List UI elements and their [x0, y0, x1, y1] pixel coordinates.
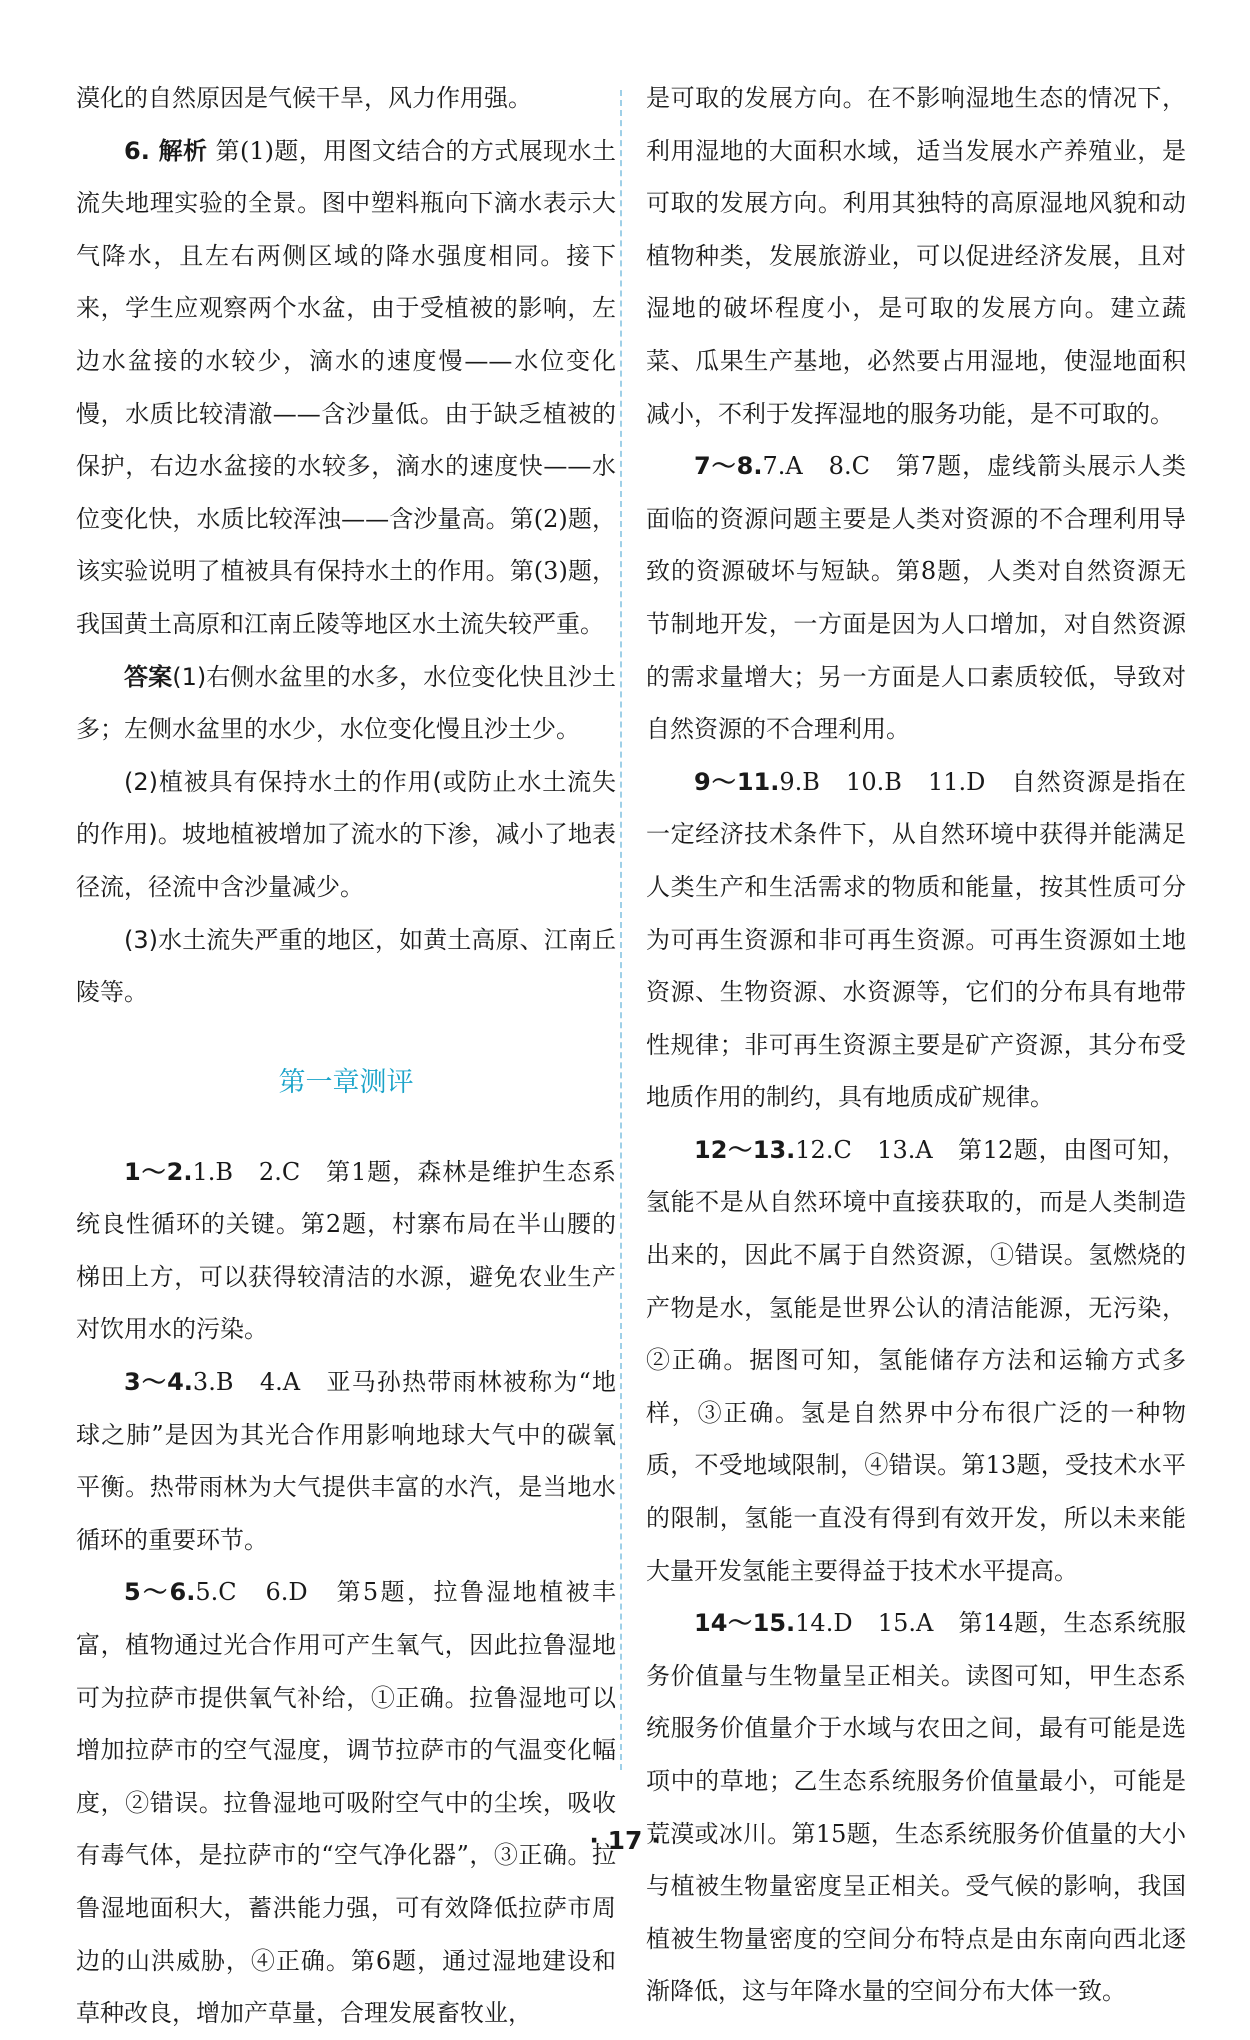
question-range-label: 3～4.: [124, 1368, 193, 1397]
answer-text: 5.C 6.D 第5题，拉鲁湿地植被丰富，植物通过光合作用可产生氧气，因此拉鲁湿地可为拉萨市提供氧气补给，①正确。拉鲁湿地可以增加拉萨市的空气湿度，调节拉萨市的气温变化幅度，②错误。拉鲁湿地可吸附空气中的尘埃，吸收有毒气体，是拉萨市的“空气净化器”，③正确。拉鲁湿地面积大，蓄洪能力强，可有效降低拉萨市周边的山洪威胁，④正确。第6题，通过湿地建设和草种改良，增加产草量，合理发展畜牧业，: [76, 1578, 617, 2028]
left-paragraph-0: 漠化的自然原因是气候干旱，风力作用强。: [76, 84, 532, 112]
analysis-text: 第(1)题，用图文结合的方式展现水土流失地理实验的全景。图中塑料瓶向下滴水表示大气降水，且左右两侧区域的降水强度相同。接下来，学生应观察两个水盆，由于受植被的影响，左边水盆接的水较少，滴水的速度慢——水位变化慢，水质比较清澈——含沙量低。由于缺乏植被的保护，右边水盆接的水较多，滴水的速度快——水位变化快，水质比较浑浊——含沙量高。第(2)题，该实验说明了植被具有保持水土的作用。第(3)题，我国黄土高原和江南丘陵等地区水土流失较严重。: [76, 136, 616, 638]
answer-text-1: (1)右侧水盆里的水多，水位变化快且沙土多；左侧水盆里的水少，水位变化慢且沙土少。: [76, 662, 617, 744]
right-column: [646, 72, 1186, 2018]
section-title: 第一章测评: [278, 1066, 414, 1098]
answer-q6-part3: (3)水土流失严重的地区，如黄土高原、江南丘陵等。: [76, 925, 616, 1007]
answer-text: 12.C 13.A 第12题，由图可知，氢能不是从自然环境中直接获取的，而是人类制造出来的，因此不属于自然资源，①错误。氢燃烧的产物是水，氢能是世界公认的清洁能源，无污染，②正确。据图可知，氢能储存方法和运输方式多样，③正确。氢是自然界中分布很广泛的一种物质，不受地域限制，④错误。第13题，受技术水平的限制，氢能一直没有得到有效开发，所以未来能大量开发氢能主要得益于技术水平提高。: [646, 1135, 1186, 1585]
answer-q6-part2: (2)植被具有保持水土的作用(或防止水土流失的作用)。坡地植被增加了流水的下渗，减小了地表径流，径流中含沙量减少。: [76, 767, 616, 901]
left-column: [76, 72, 616, 2040]
question-range-label: 12～13.: [694, 1135, 796, 1164]
question-range-label: 14～15.: [694, 1609, 796, 1638]
question-range-label: 5～6.: [124, 1578, 196, 1607]
answer-12-13: [646, 1124, 1186, 1597]
answer-text: 9.B 10.B 11.D 自然资源是指在一定经济技术条件下，从自然环境中获得并能满足人类生产和生活需求的物质和能量，按其性质可分为可再生资源和非可再生资源。可再生资源如土地资源、生物资源、水资源等，它们的分布具有地带性规律；非可再生资源主要是矿产资源，其分布受地质作用的制约，具有地质成矿规律。: [646, 767, 1187, 1112]
answer-text: 14.D 15.A 第14题，生态系统服务价值量与生物量呈正相关。读图可知，甲生态系统服务价值量介于水域与农田之间，最有可能是选项中的草地；乙生态系统服务价值量最小，可能是荒漠或冰川。第15题，生态系统服务价值量的大小与植被生物量密度呈正相关。受气候的影响，我国植被生物量密度的空间分布特点是由东南向西北逐渐降低，这与年降水量的空间分布大体一致。: [646, 1609, 1186, 2006]
answer-5-6: [76, 1566, 616, 2039]
analysis-label: 6. 解析: [124, 136, 208, 165]
answer-14-15: [646, 1597, 1186, 2018]
question-range-label: 7～8.: [694, 452, 763, 481]
answer-label: 答案: [124, 662, 173, 691]
answer-text: 1.B 2.C 第1题，森林是维护生态系统良性循环的关键。第2题，村寨布局在半山腰的梯田上方，可以获得较清洁的水源，避免农业生产对饮用水的污染。: [76, 1157, 616, 1344]
question-range-label: 1～2.: [124, 1157, 193, 1186]
answer-3-4: [76, 1356, 616, 1566]
answer-text: 3.B 4.A 亚马孙热带雨林被称为“地球之肺”是因为其光合作用影响地球大气中的碳氧平衡。热带雨林为大气提供丰富的水汽，是当地水循环的重要环节。: [76, 1368, 616, 1554]
right-paragraph-0: 是可取的发展方向。在不影响湿地生态的情况下，利用湿地的大面积水域，适当发展水产养殖业，是可取的发展方向。利用其独特的高原湿地风貌和动植物种类，发展旅游业，可以促进经济发展，且对湿地的破坏程度小，是可取的发展方向。建立蔬菜、瓜果生产基地，必然要占用湿地，使湿地面积减小，不利于发挥湿地的服务功能，是不可取的。: [646, 84, 1186, 428]
analysis-q6: [76, 125, 616, 651]
column-divider: [620, 90, 622, 1770]
answer-q6-part1: [76, 651, 616, 756]
answer-7-8: [646, 440, 1186, 756]
answer-1-2: [76, 1146, 616, 1356]
page-number: · 17 ·: [589, 1826, 661, 1855]
question-range-label: 9～11.: [694, 767, 780, 796]
answer-text: 7.A 8.C 第7题，虚线箭头展示人类面临的资源问题主要是人类对资源的不合理利用导致的资源破坏与短缺。第8题，人类对自然资源无节制地开发，一方面是因为人口增加，对自然资源的需求量增大；另一方面是人口素质较低，导致对自然资源的不合理利用。: [646, 452, 1186, 744]
answer-9-11: [646, 756, 1186, 1124]
